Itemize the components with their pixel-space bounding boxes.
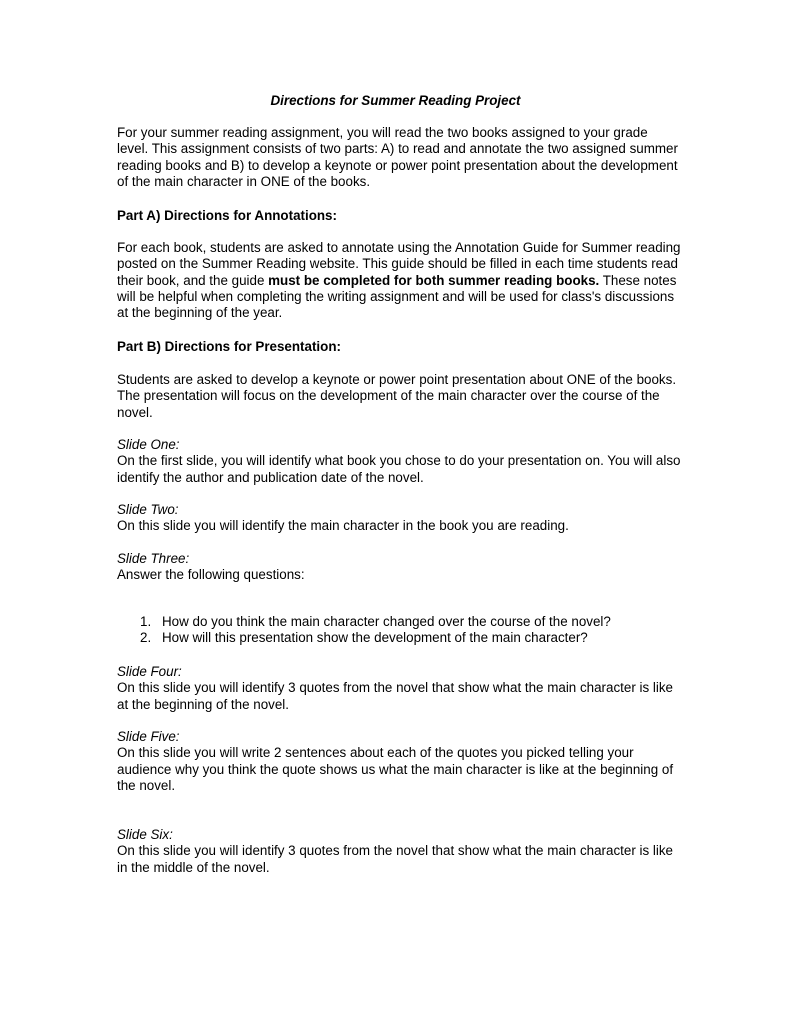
slide-five <box>117 729 682 794</box>
slide-four-text: On this slide you will identify 3 quotes from the novel that show what the main character is like at the beginning of the novel. <box>117 680 673 712</box>
slide-four-label: Slide Four: <box>117 664 182 679</box>
part-a-emphasis: must be completed for both summer reading books. <box>268 272 600 288</box>
question-number: 2. <box>140 630 152 646</box>
document-title: Directions for Summer Reading Project <box>270 93 521 108</box>
slide-one <box>117 437 682 486</box>
slide-one-text: On the first slide, you will identify what book you chose to do your presentation on. You will also identify the author and publication date of the novel. <box>117 453 681 485</box>
slide-six-text: On this slide you will identify 3 quotes from the novel that show what the main character is like in the middle of the novel. <box>117 843 673 875</box>
intro-paragraph: For your summer reading assignment, you will read the two books assigned to your grade level. This assignment consists of two parts: A) to read and annotate the two assigned summer reading books and B) to develop a keynote or power point presentation about the development of the main character in ONE of the books. <box>117 125 678 189</box>
part-a-text: For each book, students are asked to annotate using the Annotation Guide for Summer reading posted on the Summer Reading website. This guide should be filled in each time students read their book, and the guide <box>117 240 681 288</box>
slide-six <box>117 827 682 876</box>
slide-two-text: On this slide you will identify the main character in the book you are reading. <box>117 518 569 534</box>
part-a-heading: Part A) Directions for Annotations: <box>117 208 337 223</box>
slide-four <box>117 664 682 713</box>
list-item <box>117 630 682 646</box>
slide-one-label: Slide One: <box>117 437 180 452</box>
slide-three <box>117 551 682 584</box>
question-number: 1. <box>140 614 152 629</box>
question-text: How will this presentation show the development of the main character? <box>162 630 588 646</box>
question-text: How do you think the main character changed over the course of the novel? <box>162 614 611 629</box>
slide-five-text: On this slide you will write 2 sentences about each of the quotes you picked telling your audience why you think the quote shows us what the main character is like at the beginning of the novel. <box>117 745 674 793</box>
part-b-heading: Part B) Directions for Presentation: <box>117 339 341 354</box>
slide-six-label: Slide Six: <box>117 827 173 842</box>
part-b-paragraph: Students are asked to develop a keynote or power point presentation about ONE of the books. The presentation will focus on the development of the main character over the course of the novel. <box>117 372 677 420</box>
slide-two-label: Slide Two: <box>117 502 179 517</box>
slide-three-text: Answer the following questions: <box>117 567 305 583</box>
list-item <box>117 614 682 630</box>
questions-list <box>117 614 682 647</box>
part-a-text-end: These notes will be helpful when completing the writing assignment and will be used for class's discussions at the beginning of the year. <box>117 272 677 321</box>
slide-two <box>117 502 682 535</box>
part-a-paragraph <box>117 240 682 321</box>
slide-five-label: Slide Five: <box>117 729 180 744</box>
slide-three-label: Slide Three: <box>117 551 190 566</box>
